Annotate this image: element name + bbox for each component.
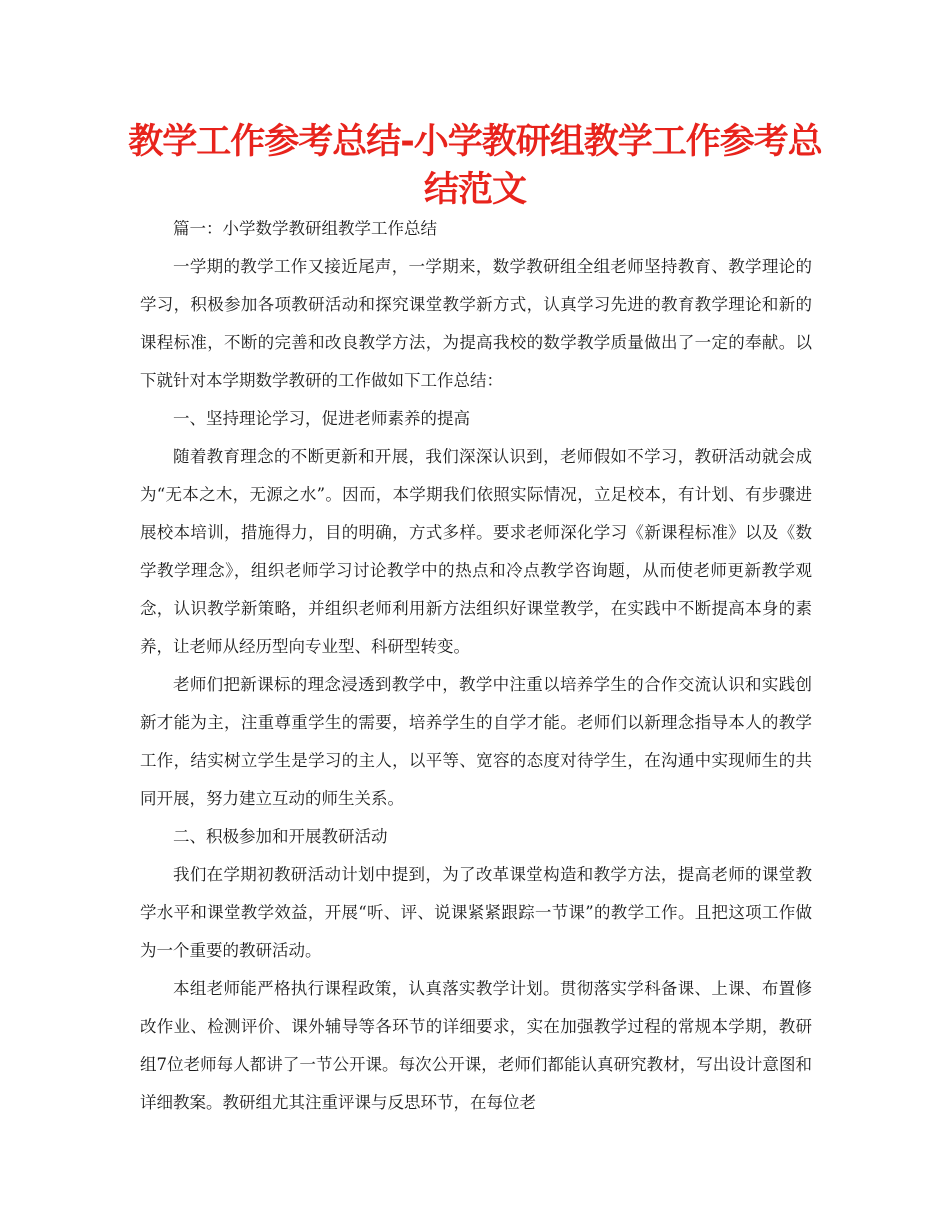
section-heading: 二、积极参加和开展教研活动 bbox=[173, 827, 388, 846]
paragraph: 我们在学期初教研活动计划中提到，为了改革课堂构造和教学方法，提高老师的课堂教学水平和课堂教学效益，开展“听、评、说课紧紧跟踪一节课”的教学工作。且把这项工作做为一个重要的教研活动。 bbox=[140, 865, 812, 960]
paragraph: 老师们把新课标的理念浸透到教学中，教学中注重以培养学生的合作交流认识和实践创新才能为主，注重尊重学生的需要，培养学生的自学才能。老师们以新理念指导本人的教学工作，结实树立学生是学习的主人，以平等、宽容的态度对待学生，在沟通中实现师生的共同开展，努力建立互动的师生关系。 bbox=[140, 675, 812, 808]
section-heading: 一、坚持理论学习，促进老师素养的提高 bbox=[173, 409, 470, 428]
document-title: 教学工作参考总结-小学教研组教学工作参考总结范文 bbox=[128, 122, 822, 210]
paragraph: 随着教育理念的不断更新和开展，我们深深认识到，老师假如不学习，教研活动就会成为“无本之木，无源之水”。因而，本学期我们依照实际情况，立足校本，有计划、有步骤进展校本培训，措施得力，目的明确，方式多样。要求老师深化学习《新课程标准》以及《数学教学理念》，组织老师学习讨论教学中的热点和冷点教学咨询题，从而使老师更新教学观念，认识教学新策略，并组织老师利用新方法组织好课堂教学，在实践中不断提高本身的素养，让老师从经历型向专业型、科研型转变。 bbox=[140, 447, 812, 656]
paragraph: 一学期的教学工作又接近尾声，一学期来，数学教研组全组老师坚持教育、教学理论的学习，积极参加各项教研活动和探究课堂教学新方式，认真学习先进的教育教学理论和新的课程标准，不断的完善和改良教学方法，为提高我校的数学教学质量做出了一定的奉献。以下就针对本学期数学教研的工作做如下工作总结： bbox=[140, 257, 812, 390]
document-body bbox=[140, 210, 812, 1122]
paragraph: 本组老师能严格执行课程政策，认真落实教学计划。贯彻落实学科备课、上课、布置修改作业、检测评价、课外辅导等各环节的详细要求，实在加强教学过程的常规本学期，教研组7位老师每人都讲了一节公开课。每次公开课，老师们都能认真研究教材，写出设计意图和详细教案。教研组尤其注重评课与反思环节，在每位老 bbox=[140, 979, 812, 1112]
section-heading: 篇一：小学数学教研组教学工作总结 bbox=[173, 219, 437, 238]
